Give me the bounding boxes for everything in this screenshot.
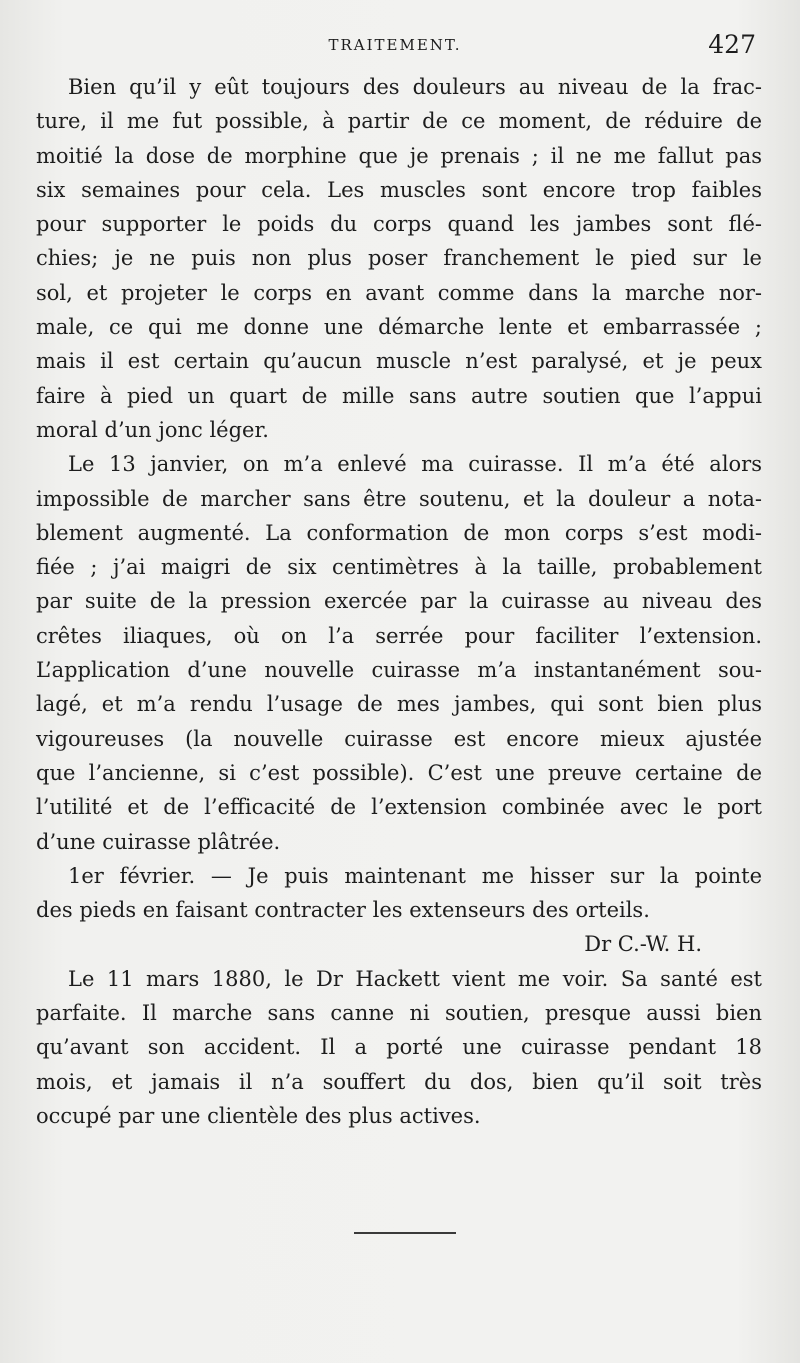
- text-line: male, ce qui me donne une démarche lente et embarrassée ;: [36, 315, 762, 340]
- text-line: lagé, et m’a rendu l’usage de mes jambes, qui sont bien plus: [36, 692, 762, 717]
- text-line: six semaines pour cela. Les muscles sont encore trop faibles: [36, 177, 762, 202]
- text-line: 1er février. — Je puis maintenant me hisser sur la pointe: [68, 863, 762, 888]
- text-line: moitié la dose de morphine que je prenais ; il ne me fallut pas: [36, 143, 762, 168]
- text-line: moral d’un jonc léger.: [36, 417, 269, 442]
- text-line: Bien qu’il y eût toujours des douleurs au niveau de la frac-: [68, 75, 762, 99]
- text-line: chies; je ne puis non plus poser franchement le pied sur le: [36, 246, 762, 271]
- text-line: mois, et jamais il n’a souffert du dos, bien qu’il soit très: [36, 1069, 762, 1094]
- text-line: vigoureuses (la nouvelle cuirasse est encore mieux ajustée: [36, 726, 762, 751]
- text-line: crêtes iliaques, où on l’a serrée pour faciliter l’extension.: [36, 623, 762, 648]
- body-text: [36, 70, 762, 1133]
- text-line: fiée ; j’ai maigri de six centimètres à la taille, probablement: [36, 555, 762, 580]
- text-line: parfaite. Il marche sans canne ni soutien, presque aussi bien: [36, 1001, 762, 1026]
- text-line: Le 11 mars 1880, le Dr Hackett vient me voir. Sa santé est: [68, 966, 762, 991]
- text-line: occupé par une clientèle des plus actives.: [36, 1103, 481, 1128]
- text-line: blement augmenté. La conformation de mon corps s’est modi-: [36, 520, 762, 545]
- text-line: mais il est certain qu’aucun muscle n’est paralysé, et je peux: [36, 349, 762, 374]
- page-header: [34, 30, 756, 64]
- text-line: Le 13 janvier, on m’a enlevé ma cuirasse. Il m’a été alors: [68, 452, 762, 477]
- text-line: L’application d’une nouvelle cuirasse m’a instantanément sou-: [36, 658, 762, 683]
- text-line: l’utilité et de l’efficacité de l’extension combinée avec le port: [36, 795, 762, 820]
- text-line: ture, il me fut possible, à partir de ce moment, de réduire de: [36, 109, 762, 134]
- text-line: sol, et projeter le corps en avant comme dans la marche nor-: [36, 280, 762, 305]
- text-line: que l’ancienne, si c’est possible). C’est une preuve certaine de: [36, 760, 762, 785]
- text-line: qu’avant son accident. Il a porté une cuirasse pendant 18: [36, 1035, 762, 1060]
- text-line: pour supporter le poids du corps quand les jambes sont flé-: [36, 212, 762, 237]
- text-line: par suite de la pression exercée par la cuirasse au niveau des: [36, 589, 762, 614]
- text-line: des pieds en faisant contracter les extenseurs des orteils.: [36, 898, 650, 923]
- section-rule: [354, 1232, 456, 1234]
- text-line: faire à pied un quart de mille sans autre soutien que l’appui: [36, 383, 762, 408]
- signature-line: Dr C.-W. H.: [584, 932, 702, 957]
- running-title: TRAITEMENT.: [328, 36, 462, 54]
- page-number: 427: [708, 30, 756, 59]
- text-line: d’une cuirasse plâtrée.: [36, 829, 281, 854]
- text-line: impossible de marcher sans être soutenu, et la douleur a nota-: [36, 486, 762, 511]
